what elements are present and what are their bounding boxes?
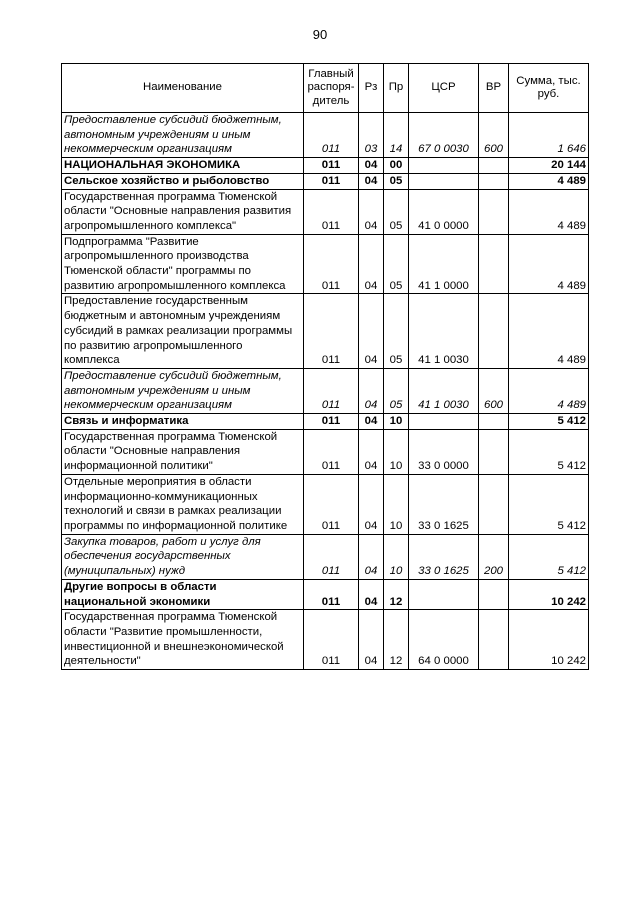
cell-csr: 41 0 0000 bbox=[409, 189, 479, 234]
cell-sum: 4 489 bbox=[509, 173, 589, 189]
cell-vr: 600 bbox=[479, 113, 509, 158]
cell-vr: 600 bbox=[479, 368, 509, 413]
cell-vr bbox=[479, 189, 509, 234]
cell-sum: 5 412 bbox=[509, 414, 589, 430]
cell-pr: 10 bbox=[384, 534, 409, 579]
cell-pr: 12 bbox=[384, 579, 409, 609]
cell-csr: 41 1 0000 bbox=[409, 234, 479, 294]
table-header-row bbox=[62, 64, 589, 113]
cell-rz: 04 bbox=[359, 534, 384, 579]
table-row bbox=[62, 173, 589, 189]
table-row bbox=[62, 534, 589, 579]
cell-vr bbox=[479, 173, 509, 189]
cell-csr: 64 0 0000 bbox=[409, 610, 479, 670]
cell-name: Предоставление субсидий бюджетным, автономным учреждениям и иным некоммерческим организациям bbox=[62, 368, 304, 413]
page-number: 90 bbox=[312, 27, 328, 42]
cell-csr: 33 0 1625 bbox=[409, 534, 479, 579]
header-rz: Рз bbox=[359, 64, 384, 113]
table-body bbox=[62, 113, 589, 670]
cell-admin: 011 bbox=[304, 234, 359, 294]
cell-vr bbox=[479, 294, 509, 369]
table-row bbox=[62, 474, 589, 534]
cell-admin: 011 bbox=[304, 534, 359, 579]
table-row bbox=[62, 113, 589, 158]
cell-admin: 011 bbox=[304, 579, 359, 609]
cell-rz: 04 bbox=[359, 294, 384, 369]
cell-name: Предоставление государственным бюджетным и автономным учреждениям субсидий в рамках реализации программы по развитию агропромышленного комплекса bbox=[62, 294, 304, 369]
cell-csr: 67 0 0030 bbox=[409, 113, 479, 158]
header-admin: Главный распоря-дитель bbox=[304, 64, 359, 113]
cell-vr bbox=[479, 474, 509, 534]
cell-admin: 011 bbox=[304, 414, 359, 430]
cell-csr bbox=[409, 414, 479, 430]
header-csr: ЦСР bbox=[409, 64, 479, 113]
cell-pr: 12 bbox=[384, 610, 409, 670]
cell-pr: 14 bbox=[384, 113, 409, 158]
cell-admin: 011 bbox=[304, 294, 359, 369]
cell-name: Сельское хозяйство и рыболовство bbox=[62, 173, 304, 189]
header-vr: ВР bbox=[479, 64, 509, 113]
cell-vr: 200 bbox=[479, 534, 509, 579]
cell-csr bbox=[409, 173, 479, 189]
table-row bbox=[62, 294, 589, 369]
cell-vr bbox=[479, 158, 509, 174]
cell-name: Государственная программа Тюменской области "Основные направления развития агропромышленного комплекса" bbox=[62, 189, 304, 234]
cell-pr: 10 bbox=[384, 474, 409, 534]
cell-sum: 4 489 bbox=[509, 189, 589, 234]
cell-csr: 33 0 1625 bbox=[409, 474, 479, 534]
cell-name: Государственная программа Тюменской области "Развитие промышленности, инвестиционной и внешнеэкономической деятельности" bbox=[62, 610, 304, 670]
cell-rz: 04 bbox=[359, 579, 384, 609]
table-row bbox=[62, 189, 589, 234]
budget-table bbox=[61, 63, 589, 670]
header-name: Наименование bbox=[62, 64, 304, 113]
cell-admin: 011 bbox=[304, 113, 359, 158]
cell-sum: 5 412 bbox=[509, 429, 589, 474]
cell-rz: 04 bbox=[359, 368, 384, 413]
cell-vr bbox=[479, 610, 509, 670]
cell-rz: 04 bbox=[359, 173, 384, 189]
cell-name: Закупка товаров, работ и услуг для обеспечения государственных (муниципальных) нужд bbox=[62, 534, 304, 579]
cell-name: Государственная программа Тюменской области "Основные направления информационной политики" bbox=[62, 429, 304, 474]
cell-pr: 05 bbox=[384, 189, 409, 234]
cell-sum: 4 489 bbox=[509, 234, 589, 294]
cell-vr bbox=[479, 234, 509, 294]
cell-admin: 011 bbox=[304, 429, 359, 474]
cell-rz: 03 bbox=[359, 113, 384, 158]
cell-rz: 04 bbox=[359, 610, 384, 670]
table-row bbox=[62, 414, 589, 430]
cell-sum: 4 489 bbox=[509, 294, 589, 369]
cell-admin: 011 bbox=[304, 173, 359, 189]
cell-sum: 10 242 bbox=[509, 579, 589, 609]
cell-rz: 04 bbox=[359, 158, 384, 174]
header-pr: Пр bbox=[384, 64, 409, 113]
cell-pr: 05 bbox=[384, 234, 409, 294]
cell-name: Отдельные мероприятия в области информационно-коммуникационных технологий и связи в рамках реализации программы по информационной политике bbox=[62, 474, 304, 534]
table-row bbox=[62, 158, 589, 174]
cell-sum: 4 489 bbox=[509, 368, 589, 413]
cell-vr bbox=[479, 579, 509, 609]
cell-csr: 33 0 0000 bbox=[409, 429, 479, 474]
header-sum: Сумма, тыс. руб. bbox=[509, 64, 589, 113]
table-row bbox=[62, 234, 589, 294]
cell-name: Предоставление субсидий бюджетным, автономным учреждениям и иным некоммерческим организациям bbox=[62, 113, 304, 158]
cell-sum: 1 646 bbox=[509, 113, 589, 158]
cell-pr: 10 bbox=[384, 429, 409, 474]
cell-vr bbox=[479, 429, 509, 474]
cell-vr bbox=[479, 414, 509, 430]
cell-admin: 011 bbox=[304, 474, 359, 534]
table-row bbox=[62, 579, 589, 609]
cell-rz: 04 bbox=[359, 234, 384, 294]
cell-name: Связь и информатика bbox=[62, 414, 304, 430]
cell-pr: 00 bbox=[384, 158, 409, 174]
cell-pr: 05 bbox=[384, 368, 409, 413]
cell-csr: 41 1 0030 bbox=[409, 368, 479, 413]
cell-csr bbox=[409, 158, 479, 174]
cell-admin: 011 bbox=[304, 610, 359, 670]
cell-rz: 04 bbox=[359, 414, 384, 430]
cell-name: Другие вопросы в области национальной экономики bbox=[62, 579, 304, 609]
table-row bbox=[62, 368, 589, 413]
cell-pr: 05 bbox=[384, 294, 409, 369]
cell-sum: 20 144 bbox=[509, 158, 589, 174]
cell-rz: 04 bbox=[359, 189, 384, 234]
cell-pr: 10 bbox=[384, 414, 409, 430]
cell-name: НАЦИОНАЛЬНАЯ ЭКОНОМИКА bbox=[62, 158, 304, 174]
cell-rz: 04 bbox=[359, 429, 384, 474]
table-row bbox=[62, 610, 589, 670]
cell-admin: 011 bbox=[304, 368, 359, 413]
cell-csr: 41 1 0030 bbox=[409, 294, 479, 369]
table-row bbox=[62, 429, 589, 474]
cell-pr: 05 bbox=[384, 173, 409, 189]
cell-admin: 011 bbox=[304, 158, 359, 174]
cell-rz: 04 bbox=[359, 474, 384, 534]
cell-sum: 5 412 bbox=[509, 534, 589, 579]
cell-admin: 011 bbox=[304, 189, 359, 234]
cell-sum: 10 242 bbox=[509, 610, 589, 670]
cell-csr bbox=[409, 579, 479, 609]
cell-sum: 5 412 bbox=[509, 474, 589, 534]
cell-name: Подпрограмма "Развитие агропромышленного производства Тюменской области" программы по развитию агропромышленного комплекса bbox=[62, 234, 304, 294]
